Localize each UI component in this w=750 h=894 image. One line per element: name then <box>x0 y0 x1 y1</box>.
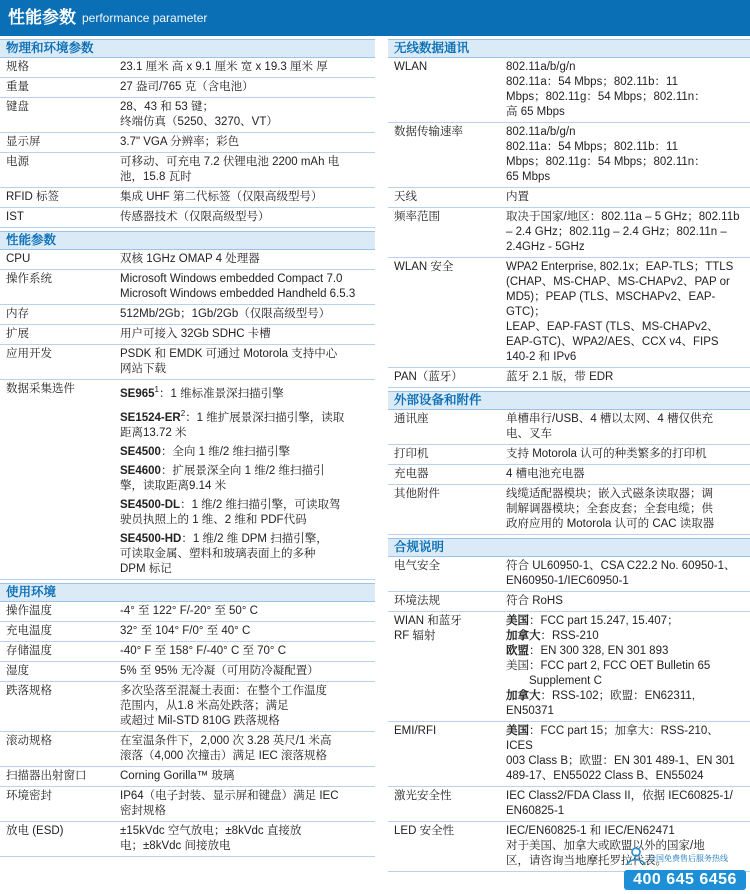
spec-value-line: 取决于国家/地区：802.11a – 5 GHz；802.11b <box>506 211 740 223</box>
spec-value-line: 802.11a：54 Mbps；802.11b：11 <box>506 76 678 88</box>
spec-value <box>120 190 375 205</box>
service-hotline-badge <box>624 846 746 890</box>
scan-engine-desc: ：1 维扩展景深扫描引擎，读取 <box>185 411 345 424</box>
spec-value-line: 用户可接入 32Gb SDHC 卡槽 <box>120 328 271 340</box>
spec-value <box>120 769 375 784</box>
spec-value <box>506 614 750 719</box>
section-heading: 物理和环境参数 <box>0 39 375 58</box>
spec-key: RFID 标签 <box>6 191 60 203</box>
spec-row <box>388 787 750 822</box>
standard-text: ：RSS-210 <box>540 630 599 642</box>
spec-row <box>388 410 750 445</box>
spec-value-line: IEC Class2/FDA Class II，依据 IEC60825-1/ <box>506 790 733 802</box>
spec-row <box>388 485 750 535</box>
spec-row <box>0 325 375 345</box>
spec-key: 内存 <box>6 308 29 320</box>
spec-value-line: 集成 UHF 第二代标签（仅限高级型号） <box>120 191 323 203</box>
spec-value-line: 传感器技术（仅限高级型号） <box>120 211 270 223</box>
section-heading: 性能参数 <box>0 231 375 250</box>
spec-value-line: 电；±8kVdc 间接放电 <box>120 839 231 852</box>
spec-value-line <box>506 754 742 769</box>
spec-value-line: Microsoft Windows embedded Compact 7.0 <box>120 273 343 285</box>
spec-value <box>120 252 375 267</box>
spec-value <box>120 604 375 619</box>
spec-row <box>0 98 375 133</box>
spec-row <box>0 188 375 208</box>
spec-key: 激光安全性 <box>394 790 452 802</box>
spec-value-line: 27 盎司/765 克（含电池） <box>120 81 254 93</box>
spec-key: LED 安全性 <box>394 825 455 837</box>
spec-value <box>506 210 750 255</box>
spec-value-line: WPA2 Enterprise, 802.1x；EAP-TLS；TTLS <box>506 261 734 273</box>
spec-row <box>388 592 750 612</box>
spec-row <box>0 787 375 822</box>
spec-key: 数据传输速率 <box>394 126 463 138</box>
region-label: 美国 <box>506 615 529 627</box>
spec-key: 重量 <box>6 81 29 93</box>
spec-row <box>0 767 375 787</box>
spec-key: 应用开发 <box>6 348 52 360</box>
spec-value-line: 单槽串行/USB、4 槽以太网、4 槽仅供充 <box>506 413 714 425</box>
spec-key: 电气安全 <box>394 560 440 572</box>
spec-row <box>388 123 750 188</box>
spec-value-line: Mbps；802.11g：54 Mbps；802.11n： <box>506 91 706 103</box>
spec-key: 显示屏 <box>6 136 41 148</box>
spec-key: 扫描器出射窗口 <box>6 769 87 782</box>
right-column <box>375 36 750 894</box>
footnote-mark: 2 <box>180 408 186 418</box>
spec-row <box>388 58 750 123</box>
spec-row <box>0 153 375 188</box>
scan-engine-line <box>120 464 367 479</box>
spec-row <box>388 368 750 388</box>
scan-engine-item <box>120 445 367 460</box>
scan-engine-item <box>120 532 367 577</box>
spec-value-line: 对于美国、加拿大或欧盟以外的国家/地 <box>506 840 705 852</box>
spec-row <box>388 722 750 787</box>
standard-text: ：RSS-102；欧盟：EN62311, EN50371 <box>506 690 695 717</box>
spec-row <box>0 662 375 682</box>
spec-value-line <box>506 769 742 784</box>
spec-key: 打印机 <box>394 448 429 460</box>
spec-value <box>506 370 750 385</box>
spec-value <box>120 624 375 639</box>
spec-key: CPU <box>6 253 31 265</box>
spec-row-scan-options <box>0 380 375 580</box>
spec-value-line: 2.4GHz - 5GHz <box>506 241 585 253</box>
scan-engine-line <box>120 498 367 513</box>
spec-value <box>120 327 375 342</box>
spec-row <box>388 465 750 485</box>
section-heading: 无线数据通讯 <box>388 39 750 58</box>
spec-row <box>0 208 375 228</box>
standard-text: ：EN 300 328, EN 301 893 <box>529 645 669 657</box>
scan-engine-desc: DPM 标记 <box>120 562 172 575</box>
spec-key: PAN（蓝牙） <box>394 371 463 383</box>
spec-value-line: -4° 至 122° F/-20° 至 50° C <box>120 604 258 617</box>
scan-engine-line <box>120 532 367 547</box>
spec-key: WLAN 安全 <box>394 261 454 273</box>
spec-row <box>388 208 750 258</box>
section-heading: 合规说明 <box>388 538 750 557</box>
region-label: 加拿大 <box>506 690 541 702</box>
spec-row <box>388 557 750 592</box>
scan-engine-desc: ：扩展景深全向 1 维/2 维扫描引 <box>160 464 325 477</box>
spec-key: 环境法规 <box>394 595 440 607</box>
spec-value-line: 政府应用的 Motorola 认可的 CAC 读取器 <box>506 518 715 530</box>
scan-engine-desc: 擎，读取距离9.14 米 <box>120 479 227 492</box>
spec-value-line <box>506 674 742 689</box>
spec-key: 充电器 <box>394 468 429 480</box>
spec-key-line: WIAN 和蓝牙 <box>394 615 462 627</box>
spec-key: 数据采集选件 <box>6 383 75 395</box>
spec-row <box>0 345 375 380</box>
spec-value-line: 802.11a/b/g/n <box>506 126 576 138</box>
spec-value-line: Corning Gorilla™ 玻璃 <box>120 769 235 782</box>
spec-value-line: 符合 RoHS <box>506 595 563 607</box>
spec-key: 存储温度 <box>6 644 52 657</box>
spec-row <box>0 732 375 767</box>
spec-key: 天线 <box>394 191 417 203</box>
spec-row <box>0 822 375 857</box>
scan-engine-desc: 距离13.72 米 <box>120 426 187 439</box>
spec-key: 跌落规格 <box>6 684 52 697</box>
spec-row <box>0 602 375 622</box>
spec-key: 充电温度 <box>6 624 52 637</box>
spec-value <box>120 272 375 302</box>
scan-engine-desc: ：1 维标准景深扫描引擎 <box>158 387 284 400</box>
spec-value <box>120 155 375 185</box>
spec-value-line: MD5)；PEAP (TLS、MSCHAPv2、EAP-GTC)； <box>506 291 716 318</box>
spec-value-line: 65 Mbps <box>506 171 551 183</box>
spec-value-line <box>506 659 742 674</box>
spec-row <box>0 250 375 270</box>
spec-value-line: Microsoft Windows embedded Handheld 6.5.3 <box>120 288 356 300</box>
spec-value-line: 终端仿真（5250、3270、VT） <box>120 116 278 128</box>
page-title: 性能参数 <box>8 7 76 28</box>
spec-value-line: 4 槽电池充电器 <box>506 468 585 480</box>
spec-value-line: 蓝牙 2.1 版，带 EDR <box>506 371 614 383</box>
scan-engine-model: SE4500-DL <box>120 498 181 511</box>
scan-engine-line <box>120 382 367 402</box>
spec-key: IST <box>6 211 24 223</box>
spec-key: 湿度 <box>6 664 29 677</box>
spec-value-line <box>506 629 742 644</box>
spec-row <box>0 270 375 305</box>
section-heading: 外部设备和附件 <box>388 391 750 410</box>
spec-value-line: 制解调器模块；全套皮套；全套电缆；供 <box>506 503 713 515</box>
spec-value-line: 线缆适配器模块；嵌入式磁条读取器；调 <box>506 488 713 500</box>
spec-value <box>120 347 375 377</box>
spec-value <box>506 467 750 482</box>
scan-engine-model: SE4500-HD <box>120 532 182 545</box>
scan-engine-item <box>120 498 367 528</box>
scan-engine-model: SE4600 <box>120 464 161 477</box>
spec-value <box>506 260 750 365</box>
spec-value-line: 在室温条件下，2,000 次 3.28 英尺/1 米高 <box>120 734 332 747</box>
spec-value <box>120 210 375 225</box>
spec-value-line: 512Mb/2Gb；1Gb/2Gb（仅限高级型号） <box>120 308 331 320</box>
spec-value <box>120 684 375 729</box>
spec-value <box>120 824 375 854</box>
scan-engine-desc: ：1 维/2 维 DPM 扫描引擎， <box>181 532 328 545</box>
region-label: 加拿大 <box>506 630 541 642</box>
scan-engine-line <box>120 406 367 426</box>
spec-value <box>506 447 750 462</box>
page-subtitle: performance parameter <box>82 10 208 25</box>
spec-key: 滚动规格 <box>6 734 52 747</box>
spec-value <box>506 125 750 185</box>
spec-value-line <box>506 614 742 629</box>
spec-key: 放电 (ESD) <box>6 824 64 837</box>
spec-value-line: 5% 至 95% 无冷凝（可用防冷凝配置） <box>120 664 319 677</box>
spec-value-line: 支持 Motorola 认可的种类繁多的打印机 <box>506 448 707 460</box>
standard-text: ：FCC part 15.247, 15.407； <box>529 615 679 627</box>
scan-engine-desc: ：1 维/2 维扫描引擎，可读取驾 <box>180 498 341 511</box>
scan-engine-model: SE965 <box>120 387 155 400</box>
spec-value-line: 28、43 和 53 键； <box>120 101 214 113</box>
spec-value-line: 电、叉车 <box>506 428 552 440</box>
spec-key: 通讯座 <box>394 413 429 425</box>
spec-value <box>506 60 750 120</box>
spec-row <box>388 445 750 465</box>
spec-row <box>0 78 375 98</box>
spec-value-line: 密封规格 <box>120 804 166 817</box>
standard-text: 美国：FCC part 2, FCC OET Bulletin 65 <box>506 660 711 672</box>
spec-value <box>120 100 375 130</box>
spec-value-line: 140-2 和 IPv6 <box>506 351 577 363</box>
spec-row <box>0 682 375 732</box>
spec-value <box>506 724 750 784</box>
spec-value-line: 可移动、可充电 7.2 伏锂电池 2200 mAh 电 <box>120 156 340 168</box>
spec-key: 操作温度 <box>6 604 52 617</box>
spec-key: 规格 <box>6 61 29 73</box>
spec-value-line: 池，15.8 瓦时 <box>120 171 192 183</box>
scan-engine-item <box>120 464 367 494</box>
spec-value <box>506 594 750 609</box>
spec-value <box>120 644 375 659</box>
spec-value <box>120 664 375 679</box>
spec-value-line: IP64（电子封装、显示屏和键盘）满足 IEC <box>120 789 339 802</box>
spec-value <box>120 80 375 95</box>
left-column <box>0 36 375 894</box>
spec-value-line: (CHAP、MS-CHAP、MS-CHAPv2、PAP or <box>506 276 730 288</box>
standard-text: Supplement C <box>506 675 602 687</box>
spec-row <box>0 305 375 325</box>
standard-text: ：FCC part 15；加拿大：RSS-210、ICES <box>506 725 719 752</box>
spec-value <box>506 487 750 532</box>
spec-value-line: 或超过 Mil-STD 810G 跌落规格 <box>120 714 280 727</box>
region-label: 美国 <box>506 725 529 737</box>
footnote-mark: 1 <box>154 385 159 394</box>
spec-key: 电源 <box>6 156 29 168</box>
spec-key: 其他附件 <box>394 488 440 500</box>
spec-value-line: 802.11a：54 Mbps；802.11b：11 <box>506 141 678 153</box>
spec-value <box>506 412 750 442</box>
spec-value-line: 区，请咨询当地摩托罗拉代表。 <box>506 855 667 867</box>
spec-value-line: IEC/EN60825-1 和 IEC/EN62471 <box>506 825 675 837</box>
standard-text: 489-17、EN55022 Class B、EN55024 <box>506 770 704 782</box>
spec-value <box>506 559 750 589</box>
spec-key: 扩展 <box>6 328 29 340</box>
scan-engine-desc: ：全向 1 维/2 维扫描引擎 <box>160 445 291 458</box>
spec-value-line <box>506 644 742 659</box>
spec-value-line: -40° F 至 158° F/-40° C 至 70° C <box>120 644 287 657</box>
scan-engine-line <box>120 445 367 460</box>
spec-value-line: 内置 <box>506 191 529 203</box>
spec-value-line: 双核 1GHz OMAP 4 处理器 <box>120 253 260 265</box>
spec-key <box>388 614 506 719</box>
spec-value-line: 32° 至 104° F/0° 至 40° C <box>120 624 251 637</box>
spec-value <box>120 734 375 764</box>
spec-value-line <box>506 724 742 754</box>
spec-row <box>0 642 375 662</box>
spec-key-line: RF 辐射 <box>394 630 436 642</box>
spec-value-line: EAP-GTC)、WPA2/AES、CCX v4、FIPS <box>506 336 719 348</box>
spec-value-line: 高 65 Mbps <box>506 106 565 118</box>
spec-value-line: 802.11a/b/g/n <box>506 61 576 73</box>
person-icon <box>624 846 648 866</box>
spec-key: EMI/RFI <box>394 725 437 737</box>
spec-value-line: 滚落（4,000 次撞击）满足 IEC 滚落规格 <box>120 749 328 762</box>
scan-engine-desc: 驶员执照上的 1 维、2 维和 PDF代码 <box>120 513 307 526</box>
spec-value-line: ±15kVdc 空气放电；±8kVdc 直接放 <box>120 824 302 837</box>
spec-value-line: 范围内，从1.8 米高处跌落；满足 <box>120 699 289 712</box>
spec-row <box>0 622 375 642</box>
spec-value-line: LEAP、EAP-FAST (TLS、MS-CHAPv2、 <box>506 321 719 333</box>
hotline-tagline: 全国免费售后服务热线 <box>648 854 728 863</box>
spec-key: 频率范围 <box>394 211 440 223</box>
spec-value <box>120 60 375 75</box>
scan-engine-model: SE4500 <box>120 445 161 458</box>
page-header <box>0 0 750 36</box>
scan-engine-item <box>120 406 367 441</box>
spec-value <box>120 135 375 150</box>
spec-value-line: PSDK 和 EMDK 可通过 Motorola 支持中心 <box>120 348 338 360</box>
spec-key: 环境密封 <box>6 789 52 802</box>
spec-value <box>506 190 750 205</box>
spec-value-line <box>506 689 742 719</box>
spec-key: 键盘 <box>6 101 29 113</box>
spec-row <box>388 612 750 722</box>
spec-value <box>120 789 375 819</box>
standard-text: 003 Class B；欧盟：EN 301 489-1、EN 301 <box>506 755 735 767</box>
spec-key: WLAN <box>394 61 428 73</box>
spec-value-line: EN60950-1/IEC60950-1 <box>506 575 629 587</box>
region-label: 欧盟 <box>506 645 529 657</box>
scan-engine-desc: 可读取金属、塑料和玻璃表面上的多种 <box>120 547 316 560</box>
spec-row <box>0 58 375 78</box>
spec-value-line: EN60825-1 <box>506 805 565 817</box>
scan-engine-model: SE1524-ER <box>120 411 181 424</box>
spec-key: 操作系统 <box>6 273 52 285</box>
spec-value-line: Mbps；802.11g：54 Mbps；802.11n： <box>506 156 706 168</box>
spec-value <box>120 382 375 577</box>
spec-row <box>388 188 750 208</box>
spec-value <box>506 789 750 819</box>
spec-value-line: – 2.4 GHz；802.11g – 2.4 GHz；802.11n – <box>506 226 727 238</box>
hotline-number: 400 645 6456 <box>624 870 746 890</box>
spec-row <box>0 133 375 153</box>
scan-engine-item <box>120 382 367 402</box>
spec-value-line: 23.1 厘米 高 x 9.1 厘米 宽 x 19.3 厘米 厚 <box>120 61 328 73</box>
spec-row <box>388 258 750 368</box>
section-heading: 使用环境 <box>0 583 375 602</box>
spec-value-line: 3.7" VGA 分辨率；彩色 <box>120 136 240 148</box>
spec-value-line: 网站下载 <box>120 363 166 375</box>
spec-value-line: 符合 UL60950-1、CSA C22.2 No. 60950-1、 <box>506 560 736 572</box>
spec-value-line: 多次坠落至混凝土表面：在整个工作温度 <box>120 684 327 697</box>
spec-value <box>120 307 375 322</box>
